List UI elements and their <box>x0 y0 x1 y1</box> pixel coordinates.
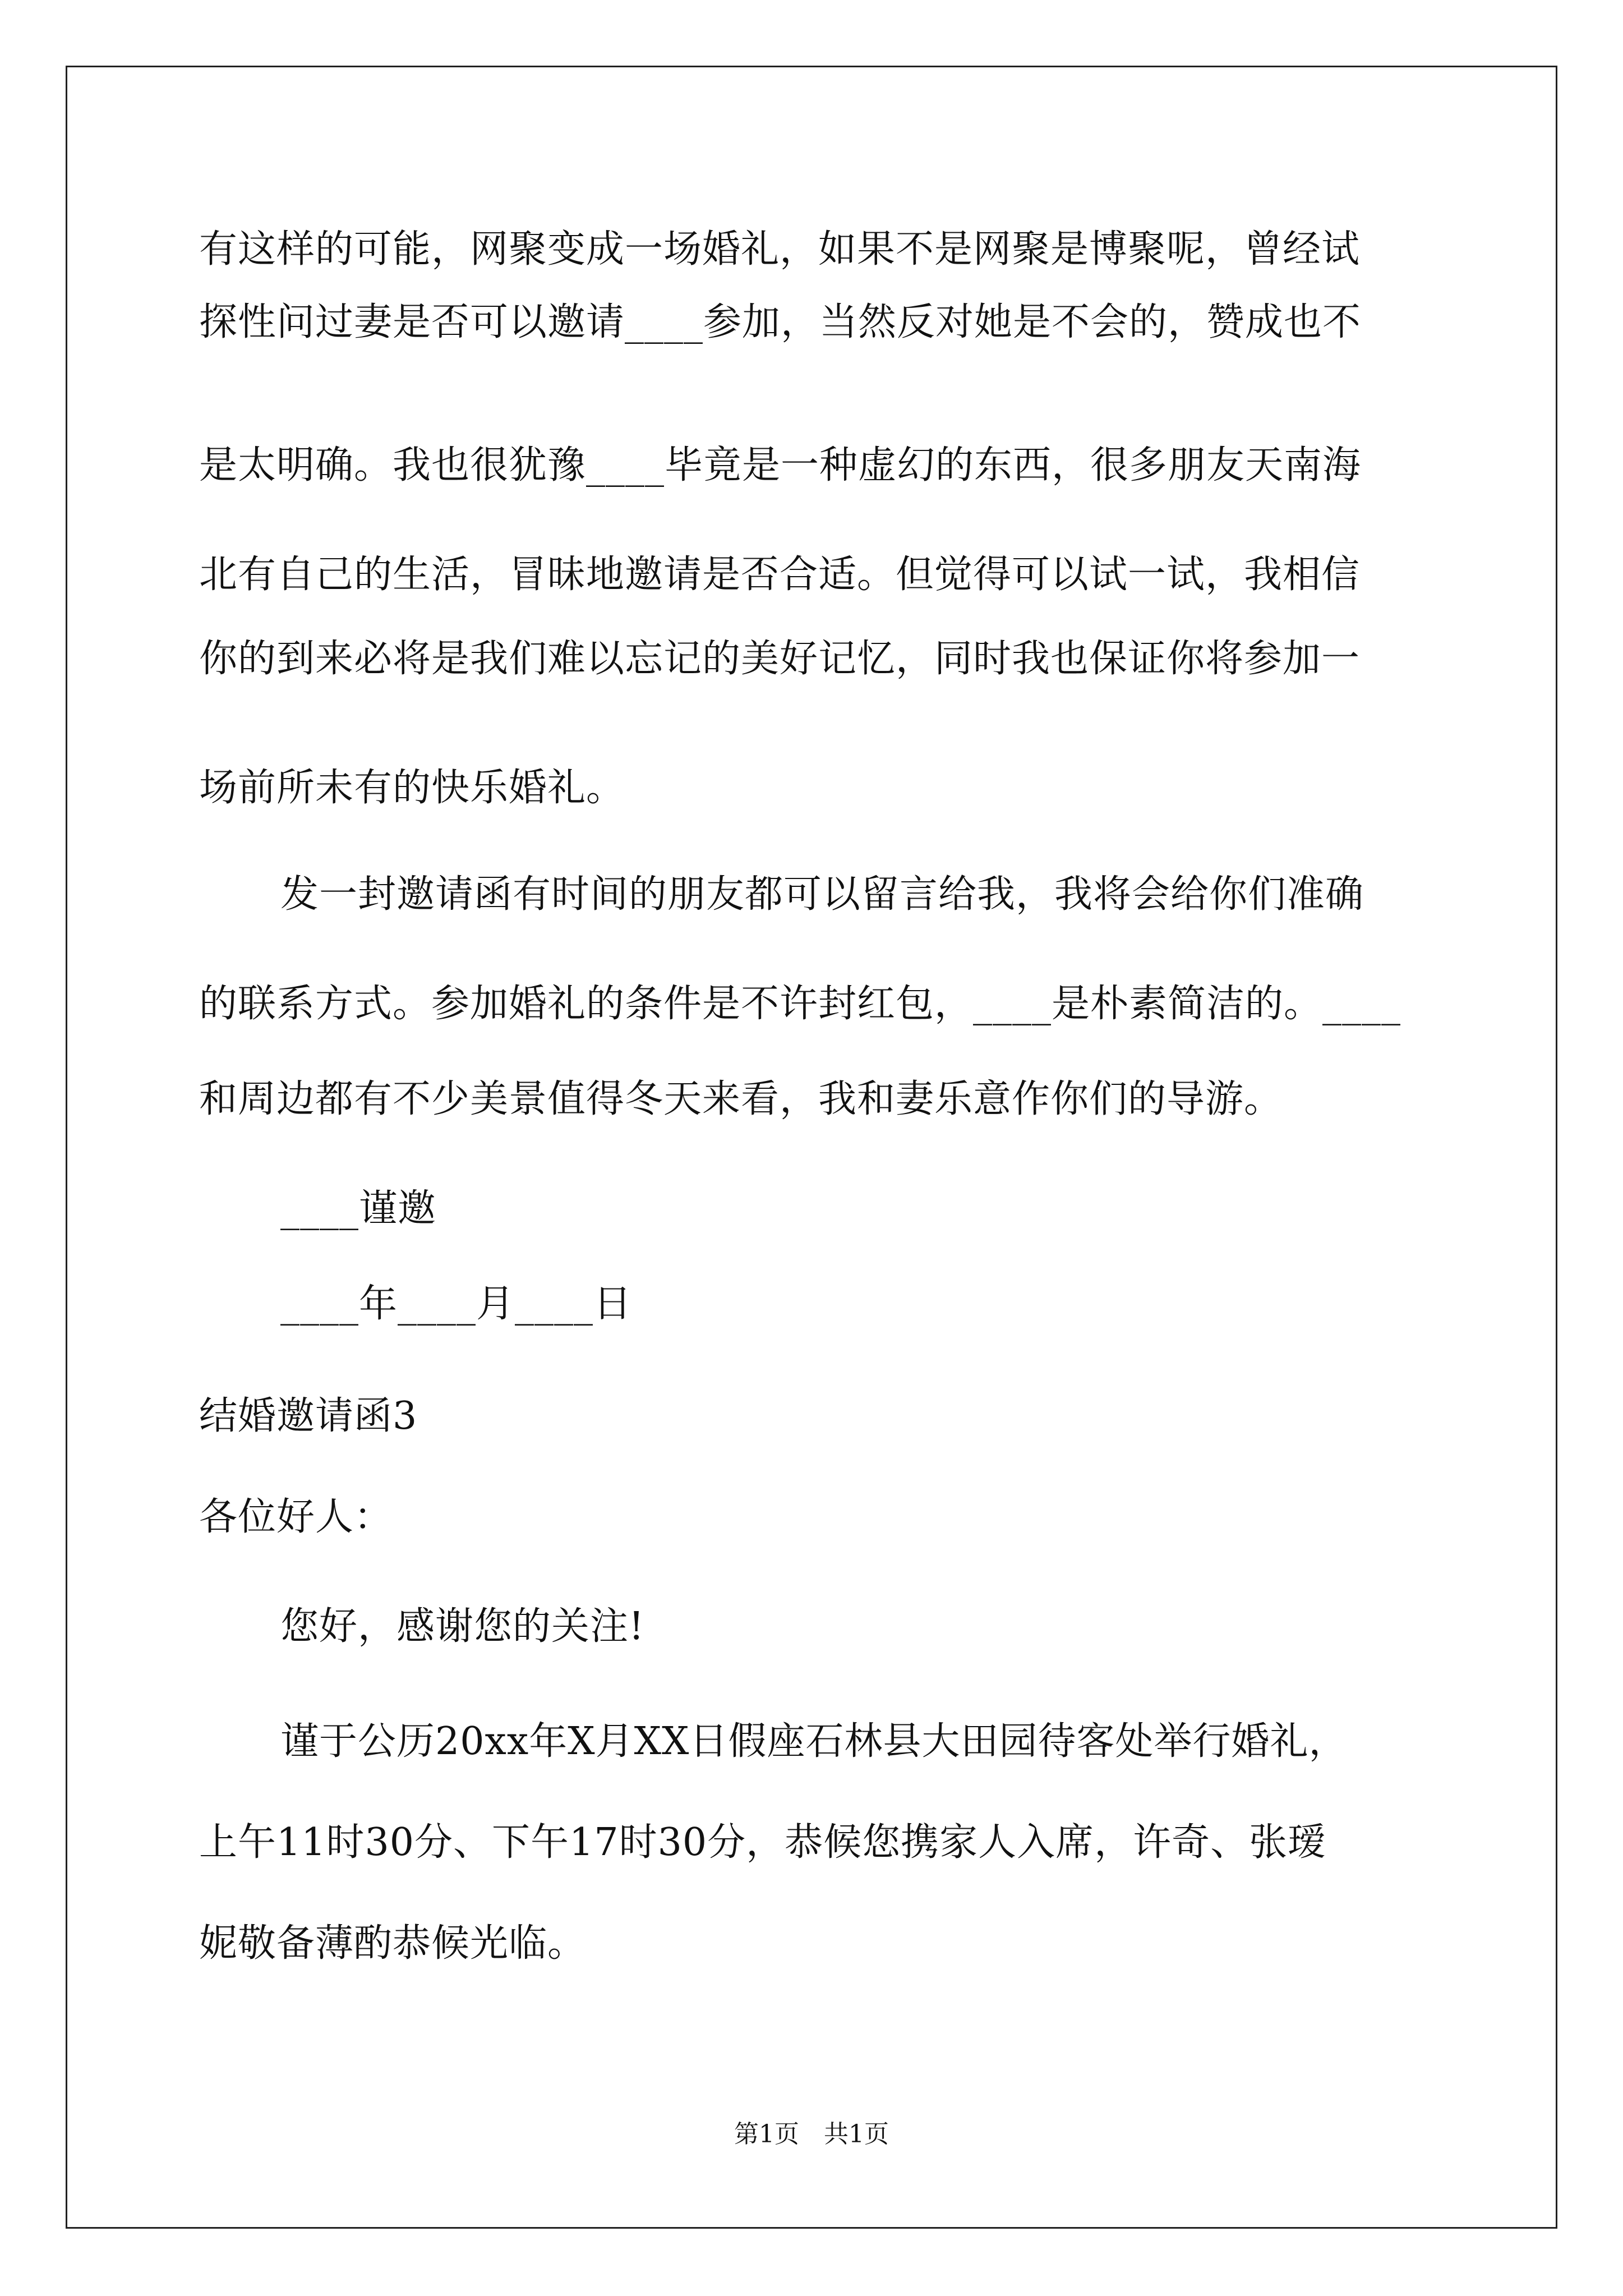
section-heading: 结婚邀请函3 <box>199 1394 418 1438</box>
date-line: ____年____月____日 <box>280 1282 633 1326</box>
signature-line: ____谨邀 <box>280 1186 437 1231</box>
body-text-line: 发一封邀请函有时间的朋友都可以留言给我，我将会给你们准确 <box>280 872 1364 917</box>
body-text-line: 谨于公历20xx年X月XX日假座石林县大田园待客处举行婚礼， <box>280 1719 1348 1764</box>
salutation: 各位好人： <box>199 1495 393 1539</box>
page-border <box>66 66 1557 2229</box>
body-text-line: 北有自己的生活，冒昧地邀请是否合适。但觉得可以试一试，我相信 <box>199 553 1361 597</box>
body-text-line: 妮敬备薄酌恭候光临。 <box>199 1921 587 1966</box>
body-text-line: 探性问过妻是否可以邀请____参加，当然反对她是不会的，赞成也不 <box>199 300 1362 344</box>
page-number-footer: 第1页 共1页 <box>734 2120 889 2148</box>
body-text-line: 和周边都有不少美景值得冬天来看，我和妻乐意作你们的导游。 <box>199 1077 1283 1121</box>
body-text-line: 你的到来必将是我们难以忘记的美好记忆，同时我也保证你将参加一 <box>199 637 1361 681</box>
body-text-line: 场前所未有的快乐婚礼。 <box>199 766 625 810</box>
body-text-line: 是太明确。我也很犹豫____毕竟是一种虚幻的东西，很多朋友天南海 <box>199 443 1362 487</box>
body-text-line: 的联系方式。参加婚礼的条件是不许封红包，____是朴素简洁的。____ <box>199 982 1401 1026</box>
body-text-line: 有这样的可能，网聚变成一场婚礼，如果不是网聚是博聚呢，曾经试 <box>199 227 1361 272</box>
body-text-line: 您好，感谢您的关注! <box>280 1604 645 1649</box>
body-text-line: 上午11时30分、下午17时30分，恭候您携家人入席，许奇、张瑷 <box>199 1820 1327 1865</box>
